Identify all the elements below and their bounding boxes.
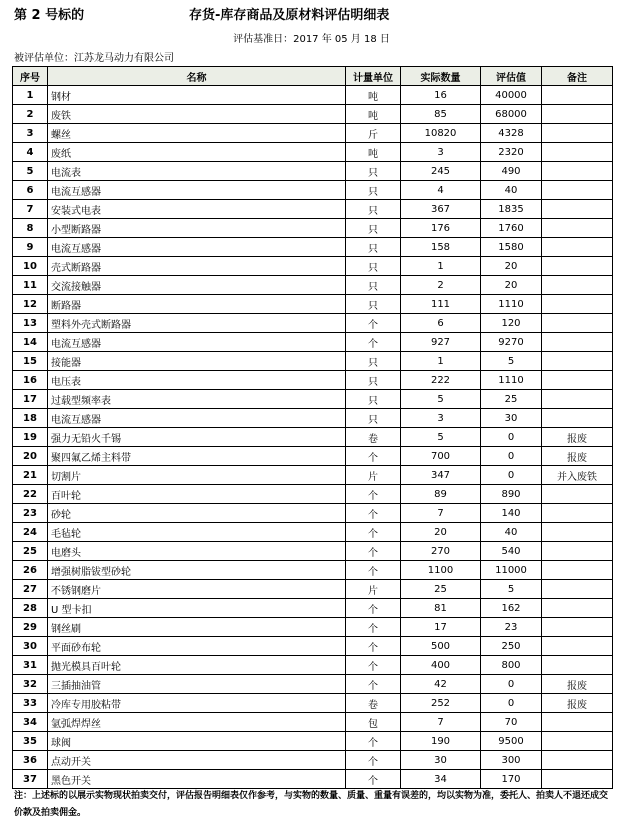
cell-quantity: 1 bbox=[401, 352, 481, 371]
cell-name: 废铁 bbox=[48, 105, 346, 124]
cell-name: 切割片 bbox=[48, 466, 346, 485]
cell-unit: 只 bbox=[346, 390, 401, 409]
cell-remark: 报废 bbox=[542, 447, 613, 466]
cell-quantity: 222 bbox=[401, 371, 481, 390]
cell-quantity: 85 bbox=[401, 105, 481, 124]
cell-quantity: 270 bbox=[401, 542, 481, 561]
lot-number: 第 2 号标的 bbox=[14, 8, 85, 23]
cell-name: 安装式电表 bbox=[48, 200, 346, 219]
cell-name: 电流互感器 bbox=[48, 409, 346, 428]
cell-unit: 片 bbox=[346, 580, 401, 599]
cell-value: 0 bbox=[481, 447, 542, 466]
cell-unit: 个 bbox=[346, 542, 401, 561]
valuation-date: 评估基准日：2017 年 05 月 18 日 bbox=[233, 34, 390, 45]
cell-unit: 个 bbox=[346, 485, 401, 504]
cell-remark bbox=[542, 162, 613, 181]
cell-remark bbox=[542, 257, 613, 276]
table-row bbox=[13, 542, 613, 561]
cell-index: 26 bbox=[13, 561, 48, 580]
cell-value: 40000 bbox=[481, 86, 542, 105]
cell-remark: 并入废铁 bbox=[542, 466, 613, 485]
cell-remark bbox=[542, 371, 613, 390]
cell-unit: 个 bbox=[346, 333, 401, 352]
cell-quantity: 81 bbox=[401, 599, 481, 618]
cell-value: 0 bbox=[481, 466, 542, 485]
cell-value: 5 bbox=[481, 352, 542, 371]
cell-unit: 只 bbox=[346, 295, 401, 314]
cell-value: 11000 bbox=[481, 561, 542, 580]
cell-quantity: 252 bbox=[401, 694, 481, 713]
cell-value: 1110 bbox=[481, 371, 542, 390]
cell-quantity: 367 bbox=[401, 200, 481, 219]
cell-remark bbox=[542, 637, 613, 656]
cell-remark bbox=[542, 770, 613, 789]
table-row bbox=[13, 181, 613, 200]
cell-quantity: 30 bbox=[401, 751, 481, 770]
cell-remark bbox=[542, 580, 613, 599]
cell-remark bbox=[542, 86, 613, 105]
cell-name: 抛光模具百叶轮 bbox=[48, 656, 346, 675]
cell-remark bbox=[542, 181, 613, 200]
cell-remark: 报废 bbox=[542, 675, 613, 694]
column-header-value: 评估值 bbox=[481, 67, 542, 86]
table-row bbox=[13, 713, 613, 732]
cell-remark bbox=[542, 352, 613, 371]
table-row bbox=[13, 409, 613, 428]
footer-note: 注：上述标的以展示实物现状拍卖交付，评估报告明细表仅作参考，与实物的数量、质量、重量有误差的，均以实物为准，委托人、拍卖人不退还成交价款及拍卖佣金。 bbox=[14, 791, 609, 818]
cell-value: 30 bbox=[481, 409, 542, 428]
cell-quantity: 7 bbox=[401, 713, 481, 732]
cell-index: 32 bbox=[13, 675, 48, 694]
table-header-row bbox=[13, 67, 613, 86]
cell-index: 17 bbox=[13, 390, 48, 409]
cell-index: 4 bbox=[13, 143, 48, 162]
table-row bbox=[13, 732, 613, 751]
cell-index: 28 bbox=[13, 599, 48, 618]
column-header-remark: 备注 bbox=[542, 67, 613, 86]
cell-quantity: 245 bbox=[401, 162, 481, 181]
title-row bbox=[6, 4, 616, 24]
cell-name: 增强树脂钹型砂轮 bbox=[48, 561, 346, 580]
cell-index: 2 bbox=[13, 105, 48, 124]
cell-name: 壳式断路器 bbox=[48, 257, 346, 276]
cell-name: 交流接触器 bbox=[48, 276, 346, 295]
cell-quantity: 7 bbox=[401, 504, 481, 523]
table-row bbox=[13, 618, 613, 637]
table-row bbox=[13, 599, 613, 618]
cell-value: 20 bbox=[481, 257, 542, 276]
cell-quantity: 500 bbox=[401, 637, 481, 656]
cell-unit: 吨 bbox=[346, 105, 401, 124]
table-row bbox=[13, 485, 613, 504]
cell-value: 1110 bbox=[481, 295, 542, 314]
table-row bbox=[13, 333, 613, 352]
cell-index: 16 bbox=[13, 371, 48, 390]
cell-remark bbox=[542, 504, 613, 523]
cell-unit: 只 bbox=[346, 371, 401, 390]
cell-value: 23 bbox=[481, 618, 542, 637]
cell-quantity: 5 bbox=[401, 428, 481, 447]
cell-unit: 只 bbox=[346, 219, 401, 238]
cell-value: 25 bbox=[481, 390, 542, 409]
cell-index: 6 bbox=[13, 181, 48, 200]
cell-remark bbox=[542, 732, 613, 751]
cell-unit: 个 bbox=[346, 637, 401, 656]
cell-index: 36 bbox=[13, 751, 48, 770]
table-row bbox=[13, 124, 613, 143]
table-body bbox=[13, 86, 613, 789]
cell-index: 35 bbox=[13, 732, 48, 751]
cell-remark bbox=[542, 751, 613, 770]
cell-quantity: 34 bbox=[401, 770, 481, 789]
cell-quantity: 400 bbox=[401, 656, 481, 675]
table-row bbox=[13, 314, 613, 333]
cell-value: 0 bbox=[481, 694, 542, 713]
cell-remark: 报废 bbox=[542, 694, 613, 713]
table-row bbox=[13, 276, 613, 295]
cell-quantity: 190 bbox=[401, 732, 481, 751]
cell-unit: 只 bbox=[346, 181, 401, 200]
cell-unit: 只 bbox=[346, 238, 401, 257]
cell-name: 塑料外壳式断路器 bbox=[48, 314, 346, 333]
column-header-quantity: 实际数量 bbox=[401, 67, 481, 86]
cell-index: 30 bbox=[13, 637, 48, 656]
cell-name: 黑色开关 bbox=[48, 770, 346, 789]
cell-unit: 只 bbox=[346, 409, 401, 428]
cell-index: 20 bbox=[13, 447, 48, 466]
cell-index: 22 bbox=[13, 485, 48, 504]
table-row bbox=[13, 219, 613, 238]
cell-remark bbox=[542, 143, 613, 162]
cell-name: 球阀 bbox=[48, 732, 346, 751]
table-row bbox=[13, 447, 613, 466]
page-title: 存货-库存商品及原材料评估明细表 bbox=[189, 8, 390, 23]
cell-value: 40 bbox=[481, 181, 542, 200]
cell-name: 不锈钢磨片 bbox=[48, 580, 346, 599]
cell-name: 砂轮 bbox=[48, 504, 346, 523]
cell-value: 800 bbox=[481, 656, 542, 675]
cell-unit: 包 bbox=[346, 713, 401, 732]
table-row bbox=[13, 257, 613, 276]
table-row bbox=[13, 580, 613, 599]
cell-quantity: 927 bbox=[401, 333, 481, 352]
cell-unit: 个 bbox=[346, 523, 401, 542]
cell-remark bbox=[542, 561, 613, 580]
table-row bbox=[13, 86, 613, 105]
cell-remark bbox=[542, 276, 613, 295]
table-row bbox=[13, 143, 613, 162]
table-row bbox=[13, 675, 613, 694]
table-row bbox=[13, 162, 613, 181]
appraised-unit: 被评估单位：江苏龙马动力有限公司 bbox=[14, 53, 174, 64]
cell-quantity: 89 bbox=[401, 485, 481, 504]
cell-quantity: 25 bbox=[401, 580, 481, 599]
cell-name: 电流表 bbox=[48, 162, 346, 181]
cell-value: 162 bbox=[481, 599, 542, 618]
inventory-table bbox=[12, 66, 613, 789]
cell-name: 小型断路器 bbox=[48, 219, 346, 238]
cell-value: 2320 bbox=[481, 143, 542, 162]
table-row bbox=[13, 200, 613, 219]
cell-quantity: 17 bbox=[401, 618, 481, 637]
cell-quantity: 16 bbox=[401, 86, 481, 105]
cell-unit: 吨 bbox=[346, 86, 401, 105]
cell-index: 14 bbox=[13, 333, 48, 352]
cell-name: 毛毡轮 bbox=[48, 523, 346, 542]
cell-index: 5 bbox=[13, 162, 48, 181]
cell-unit: 个 bbox=[346, 447, 401, 466]
table-row bbox=[13, 390, 613, 409]
cell-name: 接能器 bbox=[48, 352, 346, 371]
cell-quantity: 3 bbox=[401, 143, 481, 162]
cell-unit: 只 bbox=[346, 276, 401, 295]
cell-unit: 个 bbox=[346, 618, 401, 637]
cell-name: 过载型频率表 bbox=[48, 390, 346, 409]
cell-remark bbox=[542, 238, 613, 257]
cell-value: 890 bbox=[481, 485, 542, 504]
column-header-index: 序号 bbox=[13, 67, 48, 86]
cell-unit: 只 bbox=[346, 257, 401, 276]
cell-value: 300 bbox=[481, 751, 542, 770]
cell-index: 24 bbox=[13, 523, 48, 542]
table-row bbox=[13, 504, 613, 523]
cell-name: 螺丝 bbox=[48, 124, 346, 143]
table-row bbox=[13, 561, 613, 580]
cell-name: 电流互感器 bbox=[48, 238, 346, 257]
cell-unit: 个 bbox=[346, 314, 401, 333]
cell-unit: 个 bbox=[346, 656, 401, 675]
cell-quantity: 3 bbox=[401, 409, 481, 428]
cell-index: 9 bbox=[13, 238, 48, 257]
cell-remark bbox=[542, 333, 613, 352]
cell-remark bbox=[542, 656, 613, 675]
cell-index: 34 bbox=[13, 713, 48, 732]
cell-name: 聚四氟乙烯主料带 bbox=[48, 447, 346, 466]
cell-value: 20 bbox=[481, 276, 542, 295]
cell-unit: 个 bbox=[346, 599, 401, 618]
cell-value: 9500 bbox=[481, 732, 542, 751]
cell-unit: 卷 bbox=[346, 428, 401, 447]
table-row bbox=[13, 371, 613, 390]
cell-name: 电流互感器 bbox=[48, 181, 346, 200]
cell-index: 29 bbox=[13, 618, 48, 637]
cell-name: 钢丝刷 bbox=[48, 618, 346, 637]
cell-value: 68000 bbox=[481, 105, 542, 124]
cell-unit: 吨 bbox=[346, 143, 401, 162]
cell-quantity: 4 bbox=[401, 181, 481, 200]
column-header-unit: 计量单位 bbox=[346, 67, 401, 86]
cell-name: 氩弧焊焊丝 bbox=[48, 713, 346, 732]
table-row bbox=[13, 770, 613, 789]
cell-index: 13 bbox=[13, 314, 48, 333]
cell-remark bbox=[542, 409, 613, 428]
cell-value: 9270 bbox=[481, 333, 542, 352]
cell-remark bbox=[542, 523, 613, 542]
column-header-name: 名称 bbox=[48, 67, 346, 86]
cell-unit: 片 bbox=[346, 466, 401, 485]
table-row bbox=[13, 352, 613, 371]
cell-remark bbox=[542, 390, 613, 409]
cell-quantity: 347 bbox=[401, 466, 481, 485]
cell-value: 250 bbox=[481, 637, 542, 656]
cell-name: 平面砂布轮 bbox=[48, 637, 346, 656]
cell-value: 1760 bbox=[481, 219, 542, 238]
cell-unit: 个 bbox=[346, 675, 401, 694]
cell-name: 百叶轮 bbox=[48, 485, 346, 504]
cell-name: 冷库专用胶粘带 bbox=[48, 694, 346, 713]
cell-name: 钢材 bbox=[48, 86, 346, 105]
cell-unit: 个 bbox=[346, 751, 401, 770]
cell-quantity: 158 bbox=[401, 238, 481, 257]
table-row bbox=[13, 466, 613, 485]
cell-quantity: 10820 bbox=[401, 124, 481, 143]
cell-remark bbox=[542, 599, 613, 618]
cell-value: 1835 bbox=[481, 200, 542, 219]
cell-remark bbox=[542, 219, 613, 238]
table-row bbox=[13, 238, 613, 257]
cell-quantity: 1100 bbox=[401, 561, 481, 580]
cell-remark bbox=[542, 485, 613, 504]
cell-remark bbox=[542, 618, 613, 637]
cell-index: 11 bbox=[13, 276, 48, 295]
cell-unit: 个 bbox=[346, 732, 401, 751]
cell-remark bbox=[542, 314, 613, 333]
cell-remark bbox=[542, 713, 613, 732]
table-row bbox=[13, 428, 613, 447]
cell-index: 18 bbox=[13, 409, 48, 428]
cell-value: 5 bbox=[481, 580, 542, 599]
cell-unit: 只 bbox=[346, 352, 401, 371]
cell-value: 70 bbox=[481, 713, 542, 732]
cell-value: 170 bbox=[481, 770, 542, 789]
cell-quantity: 20 bbox=[401, 523, 481, 542]
table-row bbox=[13, 751, 613, 770]
cell-index: 23 bbox=[13, 504, 48, 523]
cell-index: 10 bbox=[13, 257, 48, 276]
cell-index: 19 bbox=[13, 428, 48, 447]
cell-index: 12 bbox=[13, 295, 48, 314]
cell-quantity: 6 bbox=[401, 314, 481, 333]
cell-name: 电压表 bbox=[48, 371, 346, 390]
cell-unit: 只 bbox=[346, 200, 401, 219]
cell-index: 3 bbox=[13, 124, 48, 143]
table-row bbox=[13, 656, 613, 675]
cell-remark bbox=[542, 124, 613, 143]
cell-remark bbox=[542, 200, 613, 219]
table-row bbox=[13, 523, 613, 542]
cell-quantity: 111 bbox=[401, 295, 481, 314]
cell-quantity: 176 bbox=[401, 219, 481, 238]
table-row bbox=[13, 694, 613, 713]
cell-index: 25 bbox=[13, 542, 48, 561]
cell-unit: 卷 bbox=[346, 694, 401, 713]
cell-value: 4328 bbox=[481, 124, 542, 143]
cell-value: 120 bbox=[481, 314, 542, 333]
cell-name: U 型卡扣 bbox=[48, 599, 346, 618]
cell-index: 27 bbox=[13, 580, 48, 599]
cell-value: 1580 bbox=[481, 238, 542, 257]
cell-index: 37 bbox=[13, 770, 48, 789]
cell-quantity: 700 bbox=[401, 447, 481, 466]
cell-quantity: 1 bbox=[401, 257, 481, 276]
cell-quantity: 2 bbox=[401, 276, 481, 295]
cell-name: 电流互感器 bbox=[48, 333, 346, 352]
cell-index: 21 bbox=[13, 466, 48, 485]
cell-name: 废纸 bbox=[48, 143, 346, 162]
cell-unit: 个 bbox=[346, 770, 401, 789]
cell-unit: 斤 bbox=[346, 124, 401, 143]
cell-name: 电磨头 bbox=[48, 542, 346, 561]
cell-value: 140 bbox=[481, 504, 542, 523]
cell-name: 断路器 bbox=[48, 295, 346, 314]
cell-value: 540 bbox=[481, 542, 542, 561]
cell-index: 33 bbox=[13, 694, 48, 713]
cell-value: 490 bbox=[481, 162, 542, 181]
cell-unit: 只 bbox=[346, 162, 401, 181]
cell-index: 31 bbox=[13, 656, 48, 675]
cell-index: 8 bbox=[13, 219, 48, 238]
cell-quantity: 42 bbox=[401, 675, 481, 694]
cell-index: 15 bbox=[13, 352, 48, 371]
cell-index: 7 bbox=[13, 200, 48, 219]
cell-unit: 个 bbox=[346, 504, 401, 523]
cell-name: 三插抽油管 bbox=[48, 675, 346, 694]
cell-value: 40 bbox=[481, 523, 542, 542]
table-row bbox=[13, 295, 613, 314]
cell-remark bbox=[542, 295, 613, 314]
cell-remark bbox=[542, 542, 613, 561]
cell-index: 1 bbox=[13, 86, 48, 105]
table-row bbox=[13, 637, 613, 656]
cell-value: 0 bbox=[481, 675, 542, 694]
cell-remark: 报废 bbox=[542, 428, 613, 447]
cell-name: 点动开关 bbox=[48, 751, 346, 770]
cell-remark bbox=[542, 105, 613, 124]
cell-quantity: 5 bbox=[401, 390, 481, 409]
cell-value: 0 bbox=[481, 428, 542, 447]
cell-name: 强力无铅火千锡 bbox=[48, 428, 346, 447]
table-row bbox=[13, 105, 613, 124]
cell-unit: 个 bbox=[346, 561, 401, 580]
